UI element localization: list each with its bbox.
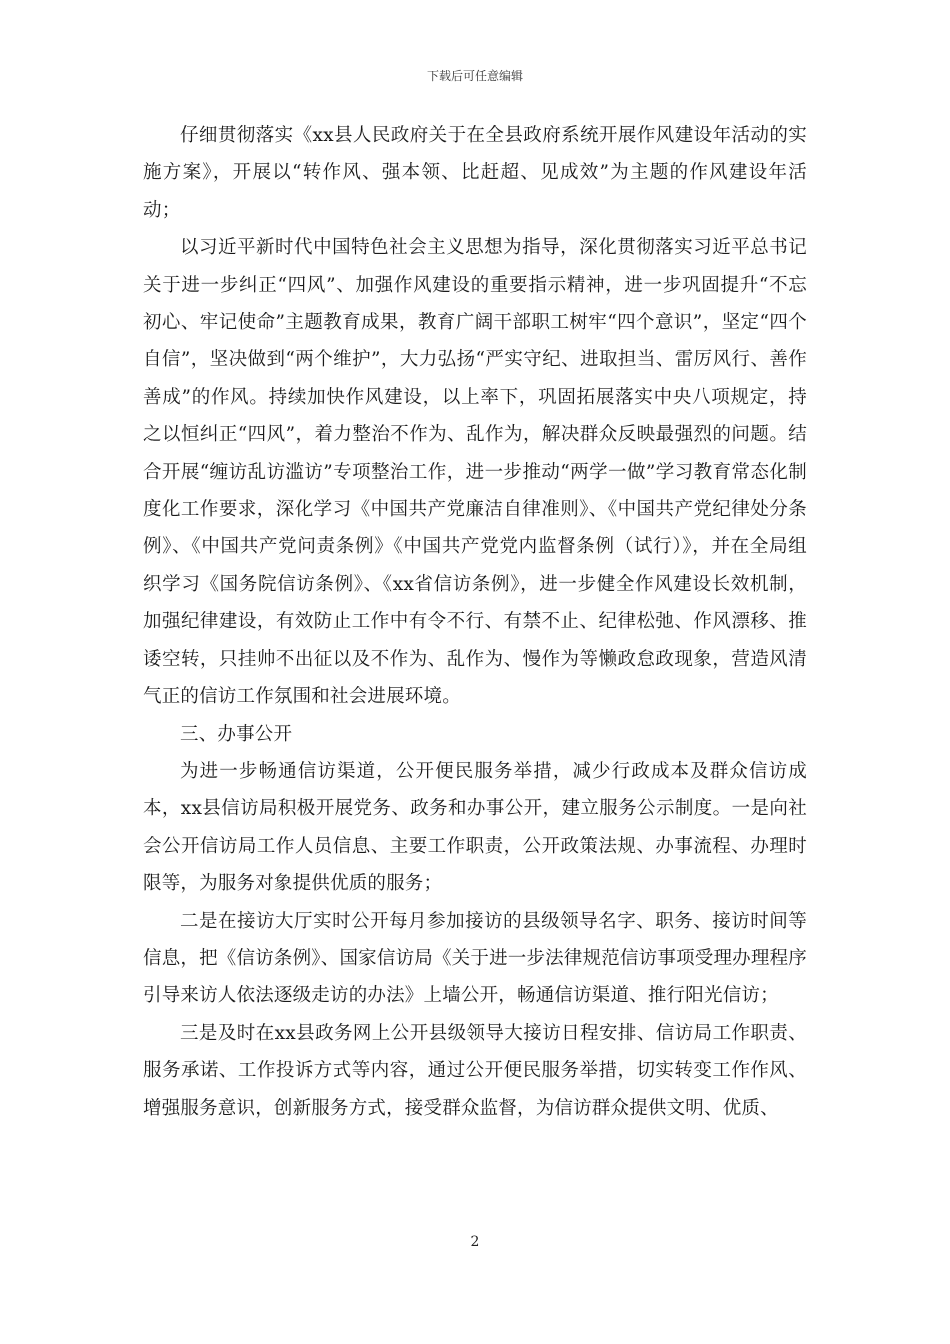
- page-number: 2: [470, 1234, 480, 1250]
- paragraph-guiding-thought: 以习近平新时代中国特色社会主义思想为指导，深化贯彻落实习近平总书记关于进一步纠正“四风”、加强作风建设的重要指示精神，进一步巩固提升“不忘初心、牢记使命”主题教育成果，教育广阔干部职工树牢“四个意识”，坚定“四个自信”，坚决做到“两个维护”，大力弘扬“严实守纪、进取担当、雷厉风行、善作善成”的作风。持续加快作风建设，以上率下，巩固拓展落实中央八项规定，持之以恒纠正“四风”，着力整治不作为、乱作为，解决群众反映最强烈的问题。结合开展“缠访乱访滥访”专项整治工作，进一步推动“两学一做”学习教育常态化制度化工作要求，深化学习《中国共产党廉洁自律准则》、《中国共产党纪律处分条例》、《中国共产党问责条例》《中国共产党党内监督条例（试行）》，并在全局组织学习《国务院信访条例》、《xx省信访条例》，进一步健全作风建设长效机制，加强纪律建设，有效防止工作中有令不行、有禁不止、纪律松弛、作风漂移、推诿空转，只挂帅不出征以及不作为、乱作为、慢作为等懒政怠政现象，营造风清气正的信访工作氛围和社会进展环境。: [143, 237, 807, 708]
- paragraph-public-affairs-intro: 为进一步畅通信访渠道，公开便民服务举措，减少行政成本及群众信访成本，xx县信访局积极开展党务、政务和办事公开，建立服务公示制度。一是向社会公开信访局工作人员信息、主要工作职责，公开政策法规、办事流程、办理时限等，为服务对象提供优质的服务；: [143, 760, 807, 895]
- section-heading-public-affairs: 三、办事公开: [180, 723, 293, 745]
- page-header: 下载后可任意编辑: [426, 69, 523, 83]
- document-body: [143, 117, 807, 1127]
- paragraph-reception-hall: 二是在接访大厅实时公开每月参加接访的县级领导名字、职务、接访时间等信息，把《信访条例》、国家信访局《关于进一步法律规范信访事项受理办理程序引导来访人依法逐级走访的办法》上墙公开，畅通信访渠道、推行阳光信访；: [143, 910, 807, 1007]
- paragraph-implementation-plan: 仔细贯彻落实《xx县人民政府关于在全县政府系统开展作风建设年活动的实施方案》，开展以“转作风、强本领、比赶超、见成效”为主题的作风建设年活动；: [143, 125, 807, 221]
- paragraph-government-website: 三是及时在xx县政务网上公开县级领导大接访日程安排、信访局工作职责、服务承诺、工作投诉方式等内容，通过公开便民服务举措，切实转变工作作风、增强服务意识，创新服务方式，接受群众监督，为信访群众提供文明、优质、: [143, 1022, 807, 1119]
